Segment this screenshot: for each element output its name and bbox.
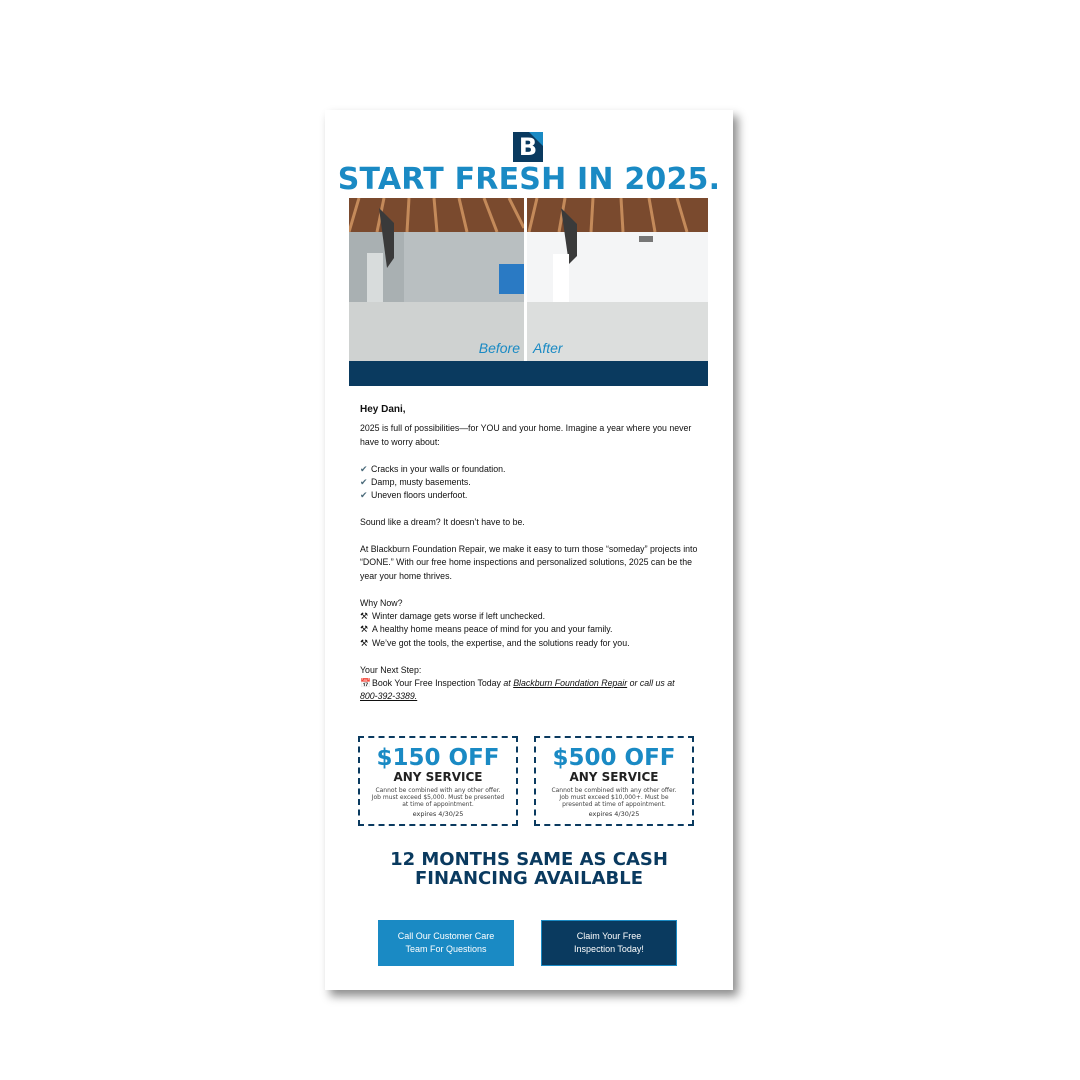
after-photo (527, 198, 708, 361)
coupon-service: ANY SERVICE (569, 770, 659, 784)
next-step-title: Your Next Step: (360, 664, 422, 675)
company-link[interactable]: Blackburn Foundation Repair (513, 678, 628, 689)
photo-banner-bar (349, 361, 708, 386)
coupon-terms: Cannot be combined with any other offer. Job must exceed $10,000+. Must be presented at time of appointment. (551, 787, 677, 808)
intro-paragraph: 2025 is full of possibilities—for YOU and your home. Imagine a year where you never have to worry about: (360, 423, 692, 447)
financing-heading (325, 850, 733, 888)
call-customer-care-button[interactable]: Call Our Customer Care Team For Questions (378, 920, 514, 966)
brand-logo (513, 132, 543, 162)
coupon-amount: $150 OFF (376, 745, 500, 771)
why-title: Why Now? (360, 597, 403, 608)
email-body (360, 403, 705, 704)
hammer-wrench-icon: ⚒ (360, 624, 368, 635)
why-item: ⚒ Winter damage gets worse if left unchecked. (360, 610, 705, 623)
next-step-line: 📅Book Your Free Inspection Today at Blackburn Foundation Repair or call us at (360, 677, 705, 690)
check-mark-icon: ✔ (360, 463, 368, 474)
why-item: ⚒ We’ve got the tools, the expertise, and the solutions ready for you. (360, 637, 705, 650)
before-label: Before (478, 340, 520, 356)
claim-inspection-button[interactable]: Claim Your Free Inspection Today! (541, 920, 677, 966)
financing-line-1: 12 MONTHS SAME AS CASH (390, 849, 668, 870)
dream-line: Sound like a dream? It doesn’t have to be. (360, 517, 525, 528)
headline: START FRESH IN 2025. (337, 162, 721, 197)
why-item: ⚒ A healthy home means peace of mind for you and your family. (360, 623, 705, 636)
coupon-expiry: expires 4/30/25 (412, 810, 464, 818)
before-photo (349, 198, 524, 361)
check-item: ✔ Damp, musty basements. (360, 476, 705, 489)
check-mark-icon: ✔ (360, 490, 368, 501)
after-label: After (533, 340, 563, 356)
logo-letter: B (518, 133, 538, 161)
check-item: ✔ Uneven floors underfoot. (360, 489, 705, 502)
before-after-photos (349, 198, 708, 386)
hammer-wrench-icon: ⚒ (360, 611, 368, 622)
greeting: Hey Dani, (360, 404, 406, 415)
hammer-wrench-icon: ⚒ (360, 637, 368, 648)
email-card (325, 110, 733, 990)
check-mark-icon: ✔ (360, 477, 368, 488)
phone-line (360, 690, 705, 703)
coupon-terms: Cannot be combined with any other offer. Job must exceed $5,000. Must be presented at time of appointment. (371, 787, 505, 808)
coupon-500 (534, 736, 694, 826)
check-item: ✔ Cracks in your walls or foundation. (360, 463, 705, 476)
coupon-expiry: expires 4/30/25 (588, 810, 640, 818)
coupon-amount: $500 OFF (552, 745, 676, 771)
phone-link[interactable]: 800-392-3389. (360, 691, 418, 702)
calendar-icon: 📅 (360, 678, 371, 689)
coupon-150 (358, 736, 518, 826)
coupon-service: ANY SERVICE (393, 770, 483, 784)
pitch-paragraph: At Blackburn Foundation Repair, we make it easy to turn those “someday” projects into “DONE.” With our free home inspections and personalized solutions, 2025 can be the year your home thrives. (360, 544, 698, 581)
financing-line-2: FINANCING AVAILABLE (415, 868, 643, 889)
